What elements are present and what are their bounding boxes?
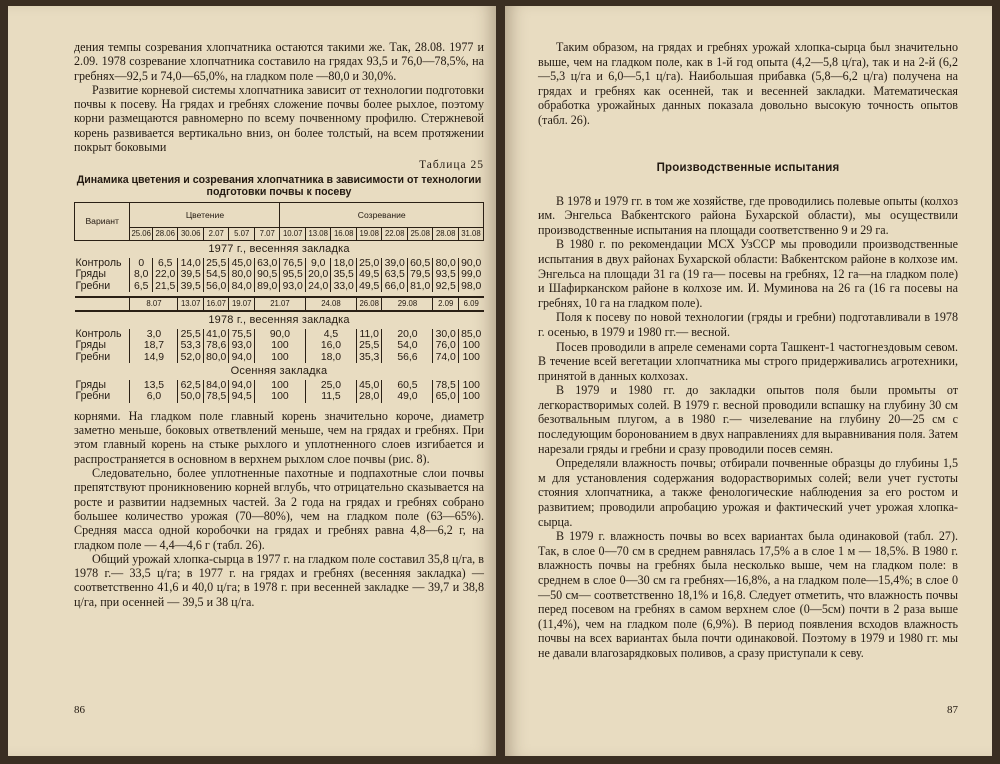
cell: 25,0 xyxy=(356,258,382,270)
cell: 41,0 xyxy=(203,329,229,341)
cell: 90,0 xyxy=(254,329,305,341)
row-label: Гряды xyxy=(75,378,106,391)
table-row xyxy=(75,329,484,341)
date-header: 13.08 xyxy=(305,228,331,241)
date-header: 16.08 xyxy=(331,228,357,241)
cell: 93,5 xyxy=(433,269,459,281)
cell: 60,5 xyxy=(407,258,433,270)
cell: 76,0 xyxy=(433,340,459,352)
cell: 30,0 xyxy=(433,329,459,341)
left-text-column xyxy=(74,40,484,609)
cell: 92,5 xyxy=(433,281,459,293)
cell: 4,5 xyxy=(305,329,356,341)
date-cell: 16.07 xyxy=(203,297,229,311)
cell: 94,5 xyxy=(229,391,255,403)
cell: 100 xyxy=(254,380,305,392)
cell: 63,0 xyxy=(254,258,280,270)
cell: 45,0 xyxy=(356,380,382,392)
cell: 78,5 xyxy=(203,391,229,403)
cell: 6,5 xyxy=(152,258,178,270)
cell: 33,0 xyxy=(331,281,357,293)
date-header: 22.08 xyxy=(382,228,408,241)
date-cell: 19.07 xyxy=(229,297,255,311)
cell: 45,0 xyxy=(229,258,255,270)
row-label: Гребни xyxy=(75,279,111,292)
cell: 49,5 xyxy=(356,281,382,293)
variant-header: Вариант xyxy=(75,203,130,241)
cell: 81,0 xyxy=(407,281,433,293)
cell: 98,0 xyxy=(458,281,483,293)
paragraph: В 1979 и 1980 гг. до закладки опытов поля были промыты от легкорастворимых солей. В 1979 г. весной проводили вспашку на глубину 30 см безотвальным плугом, а в 1980 г.— чизелевание на глубину 20—25 см с последующим боронованием в двух направлениях для выравнивания поля. Затем нарезали гряды и гребни и сразу проводили посев семян. xyxy=(538,383,958,456)
table-label: Таблица 25 xyxy=(419,159,484,172)
cell: 54,0 xyxy=(382,340,433,352)
date-row xyxy=(75,297,484,311)
date-cell: 29.08 xyxy=(382,297,433,311)
cell: 80,0 xyxy=(229,269,255,281)
section-title: 1977 г., весенняя закладка xyxy=(208,243,350,256)
cell: 39,0 xyxy=(382,258,408,270)
paragraph: Определяли влажность почвы; отбирали почвенные образцы до глубины 1,5 м для установления содержания водорастворимых солей; вели учет густоты стояния хлопчатника, а также фенологические наблюдения за его ростом и развитием; проводили апробацию урожая и фактический учет урожая хлопка-сырца. xyxy=(538,456,958,529)
cell: 21,5 xyxy=(152,281,178,293)
cell: 93,0 xyxy=(229,340,255,352)
date-header: 10.07 xyxy=(280,228,306,241)
paragraph: Развитие корневой системы хлопчатника зависит от технологии подготовки почвы к посеву. На грядах и гребнях сложение почвы более рыхлое, поэтому корни размещаются равномерно по всему почвенному профилю. Стержневой корень развивается вертикально вниз, он более толстый, на всем протяжении покрыт боковыми xyxy=(74,82,484,155)
cell: 14,9 xyxy=(130,352,178,364)
paragraph: Таким образом, на грядах и гребнях урожай хлопка-сырца был значительно выше, чем на гладком поле, как в 1-й год опыта (4,2—5,8 ц/га), так и на 2-й (6,2—5,3 ц/га и 6,0—5,1 ц/га). Наибольшая прибавка (5,8—6,2 ц/га) получена на грядах и гребнях как осенней, так и весенней закладки. Математическая обработка урожайных данных показала довольно высокую точность опытов (табл. 26). xyxy=(538,40,958,127)
date-cell: 21.07 xyxy=(254,297,305,311)
cell: 6,5 xyxy=(130,281,153,293)
cell: 78,6 xyxy=(203,340,229,352)
date-cell: 8.07 xyxy=(130,297,178,311)
cell: 100 xyxy=(458,391,483,403)
cell: 22,0 xyxy=(152,269,178,281)
paragraph: Следовательно, более уплотненные пахотные и подпахотные слои почвы препятствуют проникновению корней вглубь, что отрицательно сказывается на росте и развитии надземных частей. За 2 года на грядах и гребнях собрано большее количество урожая (70—80%), чем на гладком поле (63—65%). Средняя масса одной коробочки на грядах и гребнях равна 4,8—6,2 г, на гладком поле — 4,4—4,6 г (табл. 26). xyxy=(74,466,484,552)
cell: 18,7 xyxy=(130,340,178,352)
cell: 94,0 xyxy=(229,380,255,392)
cell: 100 xyxy=(458,340,483,352)
table-row xyxy=(75,391,484,403)
cell: 11,0 xyxy=(356,329,382,341)
cell: 35,3 xyxy=(356,352,382,364)
date-header: 2.07 xyxy=(203,228,229,241)
cell: 100 xyxy=(254,391,305,403)
date-header: 31.08 xyxy=(458,228,483,241)
cell: 49,0 xyxy=(382,391,433,403)
bloom-header: Цветение xyxy=(130,203,280,228)
paragraph: В 1980 г. по рекомендации МСХ УзССР мы проводили производственные испытания в двух районах Бухарской области: Вабкентском районе в колхозе им. Энгельса на площади 31 га (19 га— посевы на гребнях, 12 га—на гладком поле) и Шафирканском районе в колхозе им. И. Муминова на 26 га (16 га посевы на гребнях, 10 га на гладком поле). xyxy=(538,237,958,310)
left-page xyxy=(8,6,496,756)
date-header: 5.07 xyxy=(229,228,255,241)
cell: 6,0 xyxy=(130,391,178,403)
ripen-header: Созревание xyxy=(280,203,484,228)
paragraph: Поля к посеву по новой технологии (гряды и гребни) подготавливали в 1978 г. осенью, в 1979 и 1980 гг.— весной. xyxy=(538,310,958,339)
cell: 8,0 xyxy=(130,269,153,281)
cell: 49,5 xyxy=(356,269,382,281)
table-row xyxy=(75,258,484,270)
cell: 65,0 xyxy=(433,391,459,403)
paragraph: В 1979 г. влажность почвы во всех вариантах была одинаковой (табл. 27). Так, в слое 0—70 см в среднем равнялась 17,5% а в слое 1 м — 18,5%. В 1980 г. влажность почвы на гребнях была несколько выше, чем на гладком поле: в среднем в слое 0—30 см га гребнях—16,8%, а на гладком поле—15,4%; в слое 0—50 см— соответственно 18,1% и 16,8. Следует отметить, что влажность почвы перед посевом на гребнях в самом верхнем слое (0—5см) почти в 2 раза выше (11,4%), чем на гладком поле (6,9%). В период появления всходов влажность почвы на всех вариантах была почти одинаковой. Поэтому в 1979 и 1980 гг. мы не давали влагозарядковых поливов, а сразу приступали к севу. xyxy=(538,529,958,660)
date-header: 19.08 xyxy=(356,228,382,241)
cell: 50,0 xyxy=(178,391,204,403)
date-header: 25.06 xyxy=(130,228,153,241)
row-label: Гряды xyxy=(75,268,106,281)
table-row xyxy=(75,269,484,281)
cell: 20,0 xyxy=(305,269,331,281)
cell: 39,5 xyxy=(178,269,204,281)
cell: 89,0 xyxy=(254,281,280,293)
data-table xyxy=(74,202,484,403)
right-page xyxy=(505,6,992,756)
table-row xyxy=(75,380,484,392)
cell: 84,0 xyxy=(203,380,229,392)
cell: 94,0 xyxy=(229,352,255,364)
paragraph: дения темпы созревания хлопчатника остаются такими же. Так, 28.08. 1977 и 2.09. 1978 созревание хлопчатника составило на грядах 93,5 и 76,0—78,5%, на гребнях—92,5 и 74,0—65,0%, на гладком поле —80,0 и 30,0%. xyxy=(74,40,484,83)
row-label: Гребни xyxy=(75,350,111,363)
cell: 18,0 xyxy=(331,258,357,270)
cell: 54,5 xyxy=(203,269,229,281)
cell: 39,5 xyxy=(178,281,204,293)
table-row xyxy=(75,352,484,364)
paragraph: корнями. На гладком поле главный корень значительно короче, диаметр заметно меньше, боковых ответвлений меньше, чем на грядах и гребнях. При этом главный корень на стыке рыхлого и уплотненного слоев изгибается и распространяется в основном в верхнем рыхлом слое почвы (рис. 8). xyxy=(74,408,484,466)
cell: 0 xyxy=(130,258,153,270)
cell: 3,0 xyxy=(130,329,178,341)
date-cell: 24.08 xyxy=(305,297,356,311)
cell: 100 xyxy=(254,340,305,352)
cell: 11,5 xyxy=(305,391,356,403)
cell: 79,5 xyxy=(407,269,433,281)
date-header: 28.08 xyxy=(433,228,459,241)
cell: 93,0 xyxy=(280,281,306,293)
date-cell: 2.09 xyxy=(433,297,459,311)
page-number: 87 xyxy=(947,704,958,716)
cell: 53,3 xyxy=(178,340,204,352)
table-row xyxy=(75,340,484,352)
cell: 63,5 xyxy=(382,269,408,281)
cell: 99,0 xyxy=(458,269,483,281)
row-label: Контроль xyxy=(75,256,122,269)
cell: 35,5 xyxy=(331,269,357,281)
cell: 20,0 xyxy=(382,329,433,341)
cell: 24,0 xyxy=(305,281,331,293)
cell: 66,0 xyxy=(382,281,408,293)
date-cell: 6.09 xyxy=(458,297,483,311)
paragraph: Общий урожай хлопка-сырца в 1977 г. на гладком поле составил 35,8 ц/га, в 1978 г.— 33,5 ц/га; в 1977 г. на грядах и гребнях (весенняя закладка) — соответственно 41,6 и 40,0 ц/га; в 1978 г. при весенней закладке — 39,7 и 38,8 ц/га, при осенней — 39,5 и 38 ц/га. xyxy=(74,551,484,609)
section-title: Осенняя закладка xyxy=(230,365,328,378)
row-label: Контроль xyxy=(75,327,122,340)
cell: 80,0 xyxy=(203,352,229,364)
cell: 80,0 xyxy=(433,258,459,270)
table-title: Динамика цветения и созревания хлопчатника в зависимости от технологии подготовки почвы к посеву xyxy=(76,174,482,199)
cell: 84,0 xyxy=(229,281,255,293)
cell: 100 xyxy=(254,352,305,364)
cell: 16,0 xyxy=(305,340,356,352)
cell: 28,0 xyxy=(356,391,382,403)
section-heading: Производственные испытания xyxy=(656,161,840,174)
cell: 100 xyxy=(458,352,483,364)
table-row xyxy=(75,281,484,293)
cell: 100 xyxy=(458,380,483,392)
page-number: 86 xyxy=(74,704,85,716)
row-label: Гребни xyxy=(75,390,111,403)
cell: 90,0 xyxy=(458,258,483,270)
date-header: 30.06 xyxy=(178,228,204,241)
section-title: 1978 г., весенняя закладка xyxy=(208,314,350,327)
row-label: Гряды xyxy=(75,339,106,352)
cell: 18,0 xyxy=(305,352,356,364)
date-header: 7.07 xyxy=(254,228,280,241)
date-header: 28.06 xyxy=(152,228,178,241)
right-text-column xyxy=(538,40,958,661)
cell: 62,5 xyxy=(178,380,204,392)
date-header: 25.08 xyxy=(407,228,433,241)
cell: 60,5 xyxy=(382,380,433,392)
cell: 9,0 xyxy=(305,258,331,270)
date-cell: 13.07 xyxy=(178,297,204,311)
cell: 14,0 xyxy=(178,258,204,270)
paragraph: Посев проводили в апреле семенами сорта Ташкент-1 частогнездовым севом. В течение всей вегетации хлопчатника мы строго придерживались агротехники, принятой в данных колхозах. xyxy=(538,339,958,383)
cell: 76,5 xyxy=(280,258,306,270)
cell: 90,5 xyxy=(254,269,280,281)
cell: 95,5 xyxy=(280,269,306,281)
cell: 13,5 xyxy=(130,380,178,392)
cell: 25,5 xyxy=(178,329,204,341)
cell: 78,5 xyxy=(433,380,459,392)
cell: 25,5 xyxy=(356,340,382,352)
cell: 56,6 xyxy=(382,352,433,364)
cell: 85,0 xyxy=(458,329,483,341)
cell: 25,5 xyxy=(203,258,229,270)
cell: 75,5 xyxy=(229,329,255,341)
cell: 56,0 xyxy=(203,281,229,293)
cell: 74,0 xyxy=(433,352,459,364)
paragraph: В 1978 и 1979 гг. в том же хозяйстве, где проводились полевые опыты (колхоз им. Энгельса Вабкентского района Бухарской области), мы осуществили производственные испытания на площади соответственно 9 и 29 га. xyxy=(538,193,958,237)
cell: 52,0 xyxy=(178,352,204,364)
cell: 25,0 xyxy=(305,380,356,392)
date-cell: 26.08 xyxy=(356,297,382,311)
